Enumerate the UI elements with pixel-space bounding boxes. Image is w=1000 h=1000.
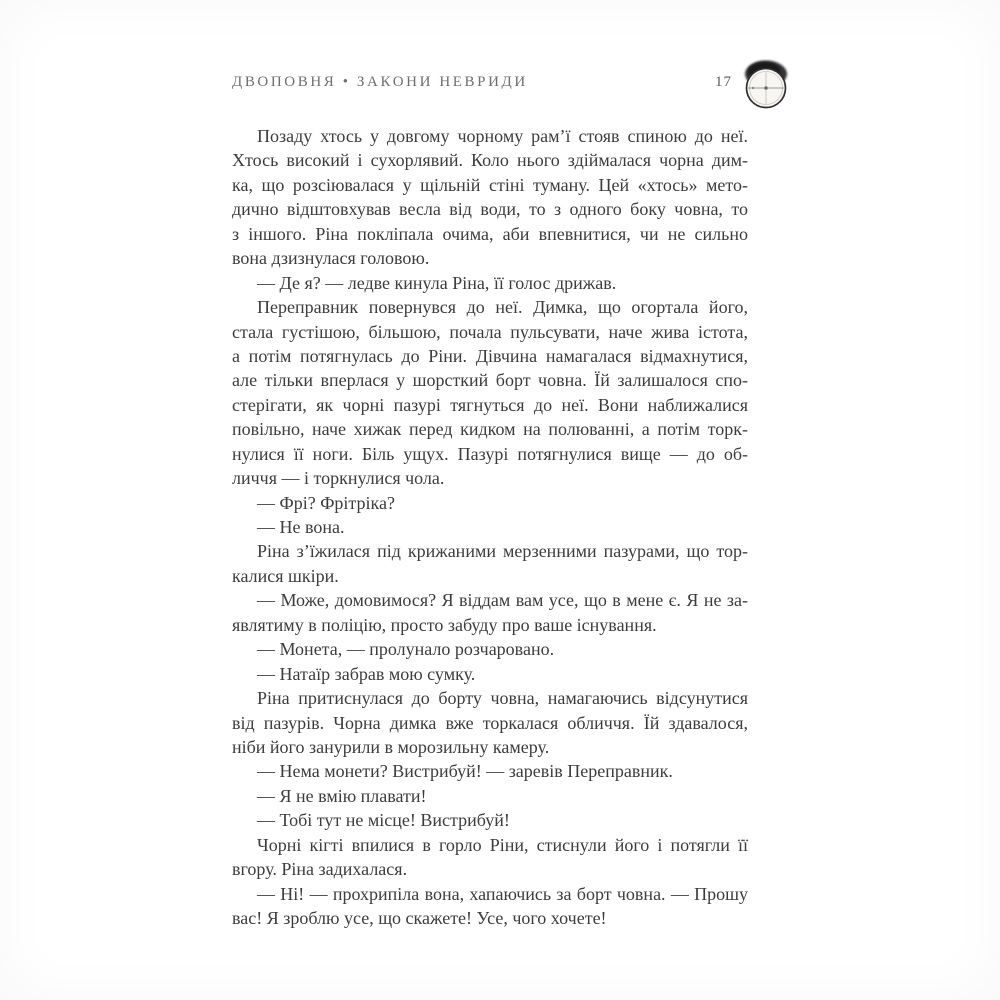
text-line: — Фрі? Фрітріка? <box>257 492 395 513</box>
text-line: вона дзизнулася головою. <box>232 248 430 269</box>
eclipsed-moon-clock-icon <box>740 59 792 111</box>
text-line: Чорні кігті впилися в горло Ріни, стиснули його і потягли її <box>257 834 748 855</box>
text-line: з іншого. Ріна покліпала очима, аби впевнитися, чи не сильно <box>232 223 748 244</box>
text-line: — Монета, — пролунало розчаровано. <box>257 639 555 660</box>
text-line: калися шкіри. <box>232 565 339 586</box>
text-line: Позаду хтось у довгому чорному рам’ї стояв спиною до неї. <box>257 126 748 146</box>
text-line: — Може, домовимося? Я віддам вам усе, що в мене є. Я не за- <box>257 590 748 611</box>
text-line: Переправник повернувся до неї. Димка, що огортала його, <box>257 297 748 318</box>
text-line: ніби його занурили в морозильну камеру. <box>232 736 550 757</box>
page-number: 17 <box>715 74 732 90</box>
text-line: дично відштовхував весла від води, то з одного боку човна, то <box>232 199 748 220</box>
text-line: від пазурів. Чорна димка вже торкалася обличчя. Їй здавалося, <box>232 712 748 733</box>
text-line: нулися її ноги. Біль ущух. Пазурі потягнулися вище — до об- <box>232 443 748 464</box>
text-line: Хтось високий і сухорлявий. Коло нього здіймалася чорна дим- <box>232 150 748 171</box>
text-line: повільно, наче хижак перед кидком на полюванні, а потім торк- <box>232 419 748 440</box>
text-line: Ріна притиснулася до борту човна, намагаючись відсунутися <box>257 688 748 709</box>
text-line: а потім потягнулась до Ріни. Дівчина намагалася відмахнутися, <box>232 345 748 366</box>
text-line: — Ні! — прохрипіла вона, хапаючись за борт човна. — Прошу <box>257 883 748 904</box>
text-line: стерігати, як чорні пазурі тягнуться до неї. Вони наближалися <box>232 394 748 415</box>
text-line: личчя — і торкнулися чола. <box>232 468 445 489</box>
running-title: ДВОПОВНЯ • ЗАКОНИ НЕВРИДИ <box>232 74 528 90</box>
text-line: стала густішою, більшою, почала пульсувати, наче жива істота, <box>232 321 748 342</box>
text-line: Ріна з’їжилася під крижаними мерзенними пазурами, що тор- <box>257 541 748 562</box>
text-line: — Не вона. <box>257 517 345 537</box>
text-line: — Нема монети? Вистрибуй! — заревів Переправник. <box>257 761 673 782</box>
text-line: — Натаїр забрав мою сумку. <box>257 663 476 684</box>
text-line: вгору. Ріна задихалася. <box>232 859 408 880</box>
text-line: являтиму в поліцію, просто забуду про ваше існування. <box>232 614 657 635</box>
text-line: ка, що розсіювалася у щільній стіні туману. Цей «хтось» мето- <box>232 174 748 195</box>
page-header <box>232 74 748 91</box>
text-line: вас! Я зроблю усе, що скажете! Усе, чого хочете! <box>232 908 607 928</box>
text-line: — Тобі тут не місце! Вистрибуй! <box>257 810 510 831</box>
text-line: — Я не вмію плавати! <box>257 785 427 806</box>
text-line: — Де я? — ледве кинула Ріна, її голос дрижав. <box>257 272 617 293</box>
text-line: але тільки вперлася у шорсткий борт човна. Їй залишалося спо- <box>232 370 748 391</box>
body-text <box>232 124 748 930</box>
